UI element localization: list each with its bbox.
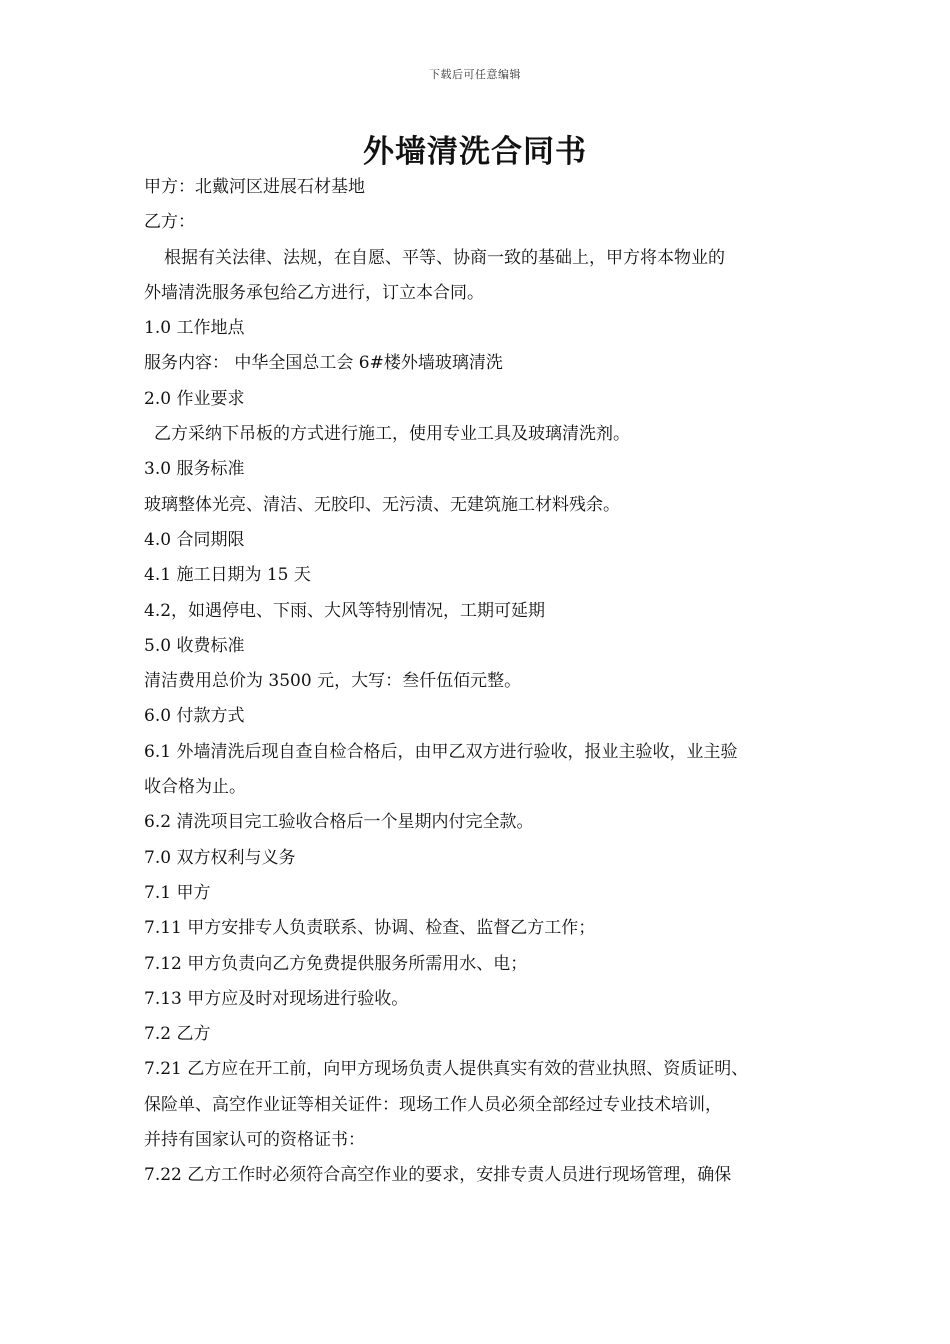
preamble-line: 根据有关法律、法规，在自愿、平等、协商一致的基础上，甲方将本物业的 xyxy=(164,247,725,268)
clause-line: 保险单、高空作业证等相关证件：现场工作人员必须全部经过专业技术培训， xyxy=(144,1094,722,1115)
section-heading: 4.0 合同期限 xyxy=(144,529,245,550)
clause-line: 收合格为止。 xyxy=(144,777,246,798)
clause-line: 并持有国家认可的资格证书： xyxy=(144,1130,365,1151)
clause-line: 6.2 清洗项目完工验收合格后一个星期内付完全款。 xyxy=(144,812,534,833)
preamble-line: 外墙清洗服务承包给乙方进行，订立本合同。 xyxy=(144,282,484,303)
subsection-heading: 7.1 甲方 xyxy=(144,882,211,903)
clause-line: 清洁费用总价为 3500 元，大写：叁仟伍佰元整。 xyxy=(144,671,522,692)
page-title: 外墙清洗合同书 xyxy=(363,134,587,170)
clause-line: 7.13 甲方应及时对现场进行验收。 xyxy=(144,988,409,1009)
clause-line: 7.21 乙方应在开工前，向甲方现场负责人提供真实有效的营业执照、资质证明、 xyxy=(144,1059,749,1080)
clause-line: 玻璃整体光亮、清洁、无胶印、无污渍、无建筑施工材料残余。 xyxy=(144,494,620,515)
clause-line: 7.12 甲方负责向乙方免费提供服务所需用水、电； xyxy=(144,953,528,974)
header-note: 下载后可任意编辑 xyxy=(429,68,521,81)
clause-line: 6.1 外墙清洗后现自查自检合格后，由甲乙双方进行验收，报业主验收，业主验 xyxy=(144,741,738,762)
section-heading: 5.0 收费标准 xyxy=(144,635,245,656)
clause-line: 4.1 施工日期为 15 天 xyxy=(144,565,311,586)
section-heading: 1.0 工作地点 xyxy=(144,318,245,339)
clause-line: 服务内容： 中华全国总工会 6#楼外墙玻璃清洗 xyxy=(144,353,503,374)
clause-line: 乙方采纳下吊板的方式进行施工，使用专业工具及玻璃清洗剂。 xyxy=(154,424,630,445)
party-b-line: 乙方： xyxy=(144,212,195,233)
clause-line: 4.2，如遇停电、下雨、大风等特别情况，工期可延期 xyxy=(144,600,546,621)
subsection-heading: 7.2 乙方 xyxy=(144,1024,211,1045)
clause-line: 7.22 乙方工作时必须符合高空作业的要求，安排专责人员进行现场管理，确保 xyxy=(144,1165,732,1186)
party-a-line: 甲方：北戴河区进展石材基地 xyxy=(144,177,365,197)
section-heading: 7.0 双方权利与义务 xyxy=(144,847,296,868)
section-heading: 2.0 作业要求 xyxy=(144,388,245,409)
section-heading: 3.0 服务标准 xyxy=(144,459,245,480)
contract-body xyxy=(144,170,814,1194)
section-heading: 6.0 付款方式 xyxy=(144,706,245,727)
clause-line: 7.11 甲方安排专人负责联系、协调、检查、监督乙方工作； xyxy=(144,918,596,939)
